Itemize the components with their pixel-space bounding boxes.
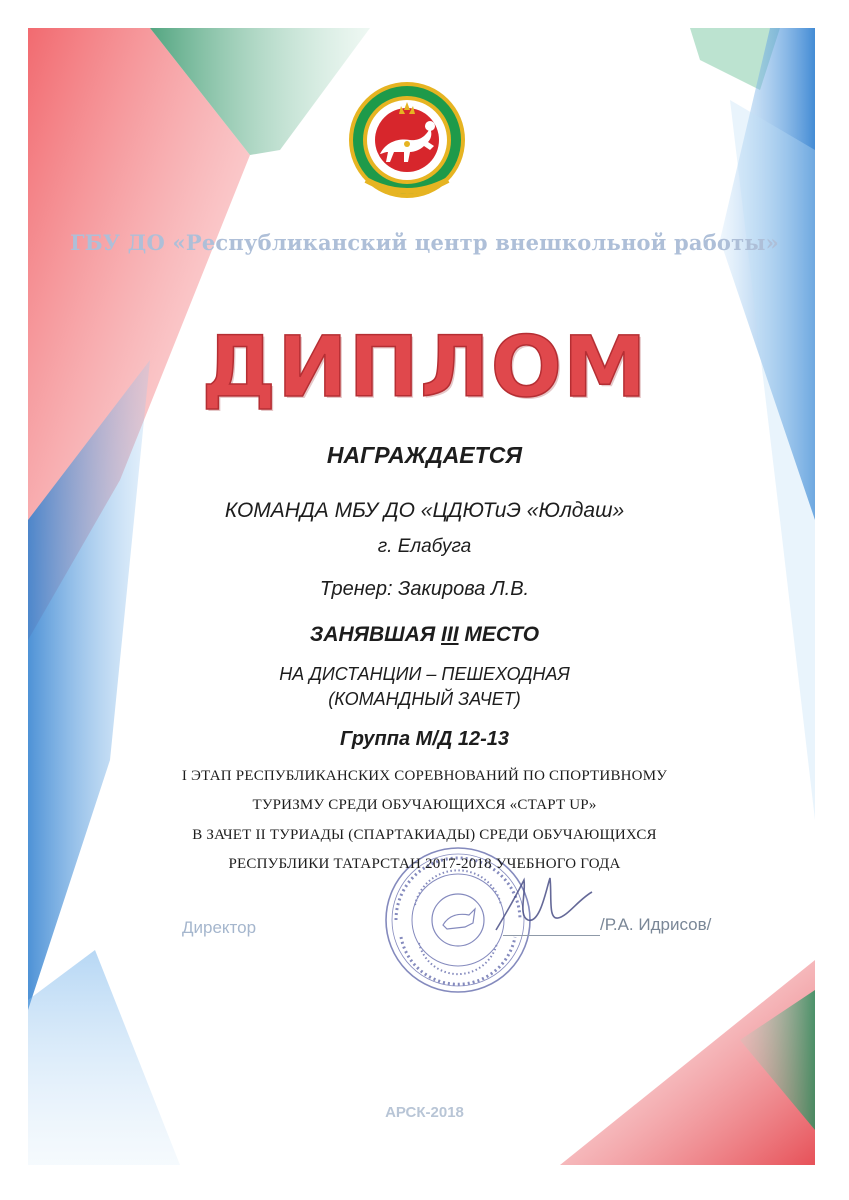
director-label: Директор: [182, 918, 257, 937]
age-group: Группа М/Д 12-13: [339, 728, 510, 750]
distance-line-1: НА ДИСТАНЦИИ – ПЕШЕХОДНАЯ: [279, 664, 570, 684]
organization-name: ГБУ ДО «Республиканский центр внешкольной работы»: [70, 230, 779, 255]
tatarstan-emblem-icon: [346, 80, 468, 206]
recipient-city: г. Елабуга: [377, 536, 472, 557]
event-line-4: РЕСПУБЛИКИ ТАТАРСТАН 2017-2018 УЧЕБНОГО ГОДА: [228, 856, 621, 872]
recipient-coach: Тренер: Закирова Л.В.: [319, 578, 530, 600]
event-line-3: В ЗАЧЕТ II ТУРИАДЫ (СПАРТАКИАДЫ) СРЕДИ ОБУЧАЮЩИХСЯ: [192, 827, 657, 843]
recipient-team: КОМАНДА МБУ ДО «ЦДЮТиЭ «Юлдаш»: [224, 499, 625, 522]
place-suffix: МЕСТО: [464, 623, 540, 646]
place-prefix: ЗАНЯВШАЯ: [309, 623, 436, 646]
event-line-2: ТУРИЗМУ СРЕДИ ОБУЧАЮЩИХСЯ «СТАРТ UP»: [252, 797, 597, 813]
place-number: III: [441, 623, 459, 646]
director-signature: [488, 870, 598, 942]
document-title: ДИПЛОМ: [201, 318, 648, 416]
footer-city-year: АРСК-2018: [385, 1104, 464, 1121]
director-name: /Р.А. Идрисов/: [600, 915, 712, 934]
event-line-1: I ЭТАП РЕСПУБЛИКАНСКИХ СОРЕВНОВАНИЙ ПО СПОРТИВНОМУ: [181, 768, 668, 784]
awarded-heading: НАГРАЖДАЕТСЯ: [326, 442, 523, 468]
place-line: [0, 623, 849, 647]
distance-line-2: (КОМАНДНЫЙ ЗАЧЕТ): [328, 689, 521, 709]
